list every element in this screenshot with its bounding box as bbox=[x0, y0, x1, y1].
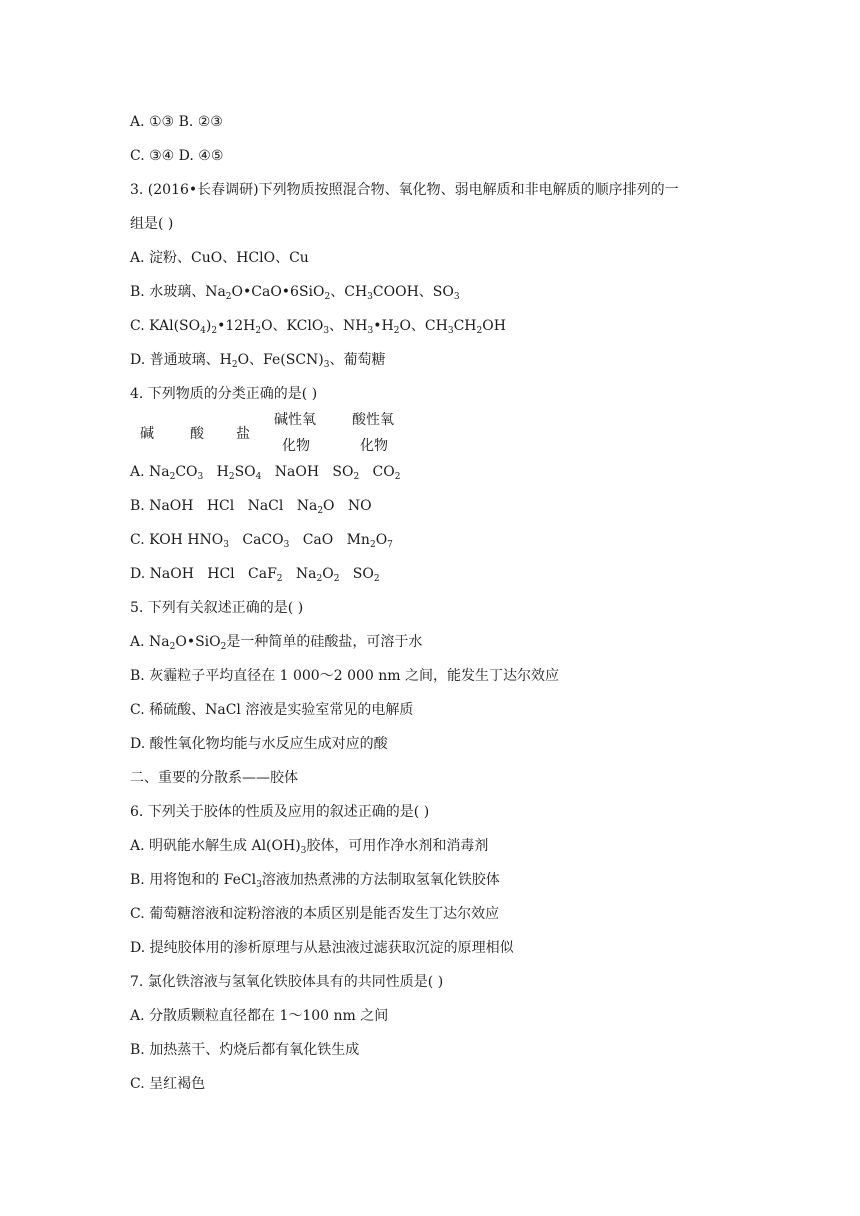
question-5-option-d: D. 酸性氧化物均能与水反应生成对应的酸 bbox=[130, 736, 388, 752]
question-3-option-d: D. 普通玻璃、$H_2O$、$Fe(SCN)_3$、葡萄糖 bbox=[130, 352, 386, 370]
question-4-option-a: A. $Na_2CO_3$ $H_2SO_4$ NaOH $SO_2$ $CO_2$ bbox=[130, 464, 401, 482]
question-4-option-d: D. NaOH HCl CaF$_2$ $Na_2O_2$ $SO_2$ bbox=[130, 566, 380, 584]
question-4-option-b: B. NaOH HCl NaCl $Na_2O$ NO bbox=[130, 498, 372, 516]
question-3-option-b: B. 水玻璃、$Na_2O•CaO•6SiO_2$、$CH_3COOH$、$SO_3$ bbox=[130, 284, 460, 302]
header-salt: 盐 bbox=[236, 426, 250, 442]
question-6-option-a: A. 明矾能水解生成 $Al(OH)_3$胶体，可用作净水剂和消毒剂 bbox=[130, 838, 489, 856]
header-basic-oxide-2: 化物 bbox=[282, 438, 310, 454]
question-7-stem: 7. 氯化铁溶液与氢氧化铁胶体具有的共同性质是( ) bbox=[130, 974, 444, 990]
question-3-line-1: 3. (2016•长春调研)下列物质按照混合物、氧化物、弱电解质和非电解质的顺序排列的一 bbox=[130, 182, 679, 198]
question-3-option-c: C. $KAl(SO_4)_2•12H_2O$、KClO$_3$、$NH_3•H_2O$、$CH_3CH_2OH$ bbox=[130, 318, 506, 336]
question-6-option-d: D. 提纯胶体用的渗析原理与从悬浊液过滤获取沉淀的原理相似 bbox=[130, 940, 514, 956]
header-base: 碱 bbox=[140, 426, 154, 442]
header-acidic-oxide-1: 酸性氧 bbox=[352, 412, 394, 428]
question-6-option-b: B. 用将饱和的 FeCl$_3$溶液加热煮沸的方法制取氢氧化铁胶体 bbox=[130, 872, 500, 890]
section-heading: 二、重要的分散系——胶体 bbox=[130, 770, 298, 786]
question-4-option-c: C. KOH $HNO_3$ CaCO$_3$ CaO $Mn_2O_7$ bbox=[130, 532, 393, 550]
header-basic-oxide-1: 碱性氧 bbox=[274, 412, 316, 428]
question-6-stem: 6. 下列关于胶体的性质及应用的叙述正确的是( ) bbox=[130, 804, 430, 820]
question-5-option-a: A. $Na_2O•SiO_2$是一种简单的硅酸盐，可溶于水 bbox=[130, 634, 423, 652]
question-6-option-c: C. 葡萄糖溶液和淀粉溶液的本质区别是能否发生丁达尔效应 bbox=[130, 906, 500, 922]
question-7-option-a: A. 分散质颗粒直径都在 1～100 nm 之间 bbox=[130, 1008, 389, 1024]
question-3-option-a: A. 淀粉、CuO、HClO、Cu bbox=[130, 250, 309, 266]
answer-line-1: A. ①③ B. ②③ bbox=[130, 114, 223, 130]
header-acidic-oxide-2: 化物 bbox=[360, 438, 388, 454]
question-7-option-c: C. 呈红褐色 bbox=[130, 1076, 206, 1092]
question-5-stem: 5. 下列有关叙述正确的是( ) bbox=[130, 600, 304, 616]
question-7-option-b: B. 加热蒸干、灼烧后都有氧化铁生成 bbox=[130, 1042, 360, 1058]
header-acid: 酸 bbox=[190, 426, 204, 442]
question-5-option-b: B. 灰霾粒子平均直径在 1 000～2 000 nm 之间，能发生丁达尔效应 bbox=[130, 668, 559, 684]
question-4-stem: 4. 下列物质的分类正确的是( ) bbox=[130, 386, 318, 402]
question-3-line-2: 组是( ) bbox=[130, 216, 174, 232]
question-5-option-c: C. 稀硫酸、NaCl 溶液是实验室常见的电解质 bbox=[130, 702, 414, 718]
answer-line-2: C. ③④ D. ④⑤ bbox=[130, 148, 224, 164]
